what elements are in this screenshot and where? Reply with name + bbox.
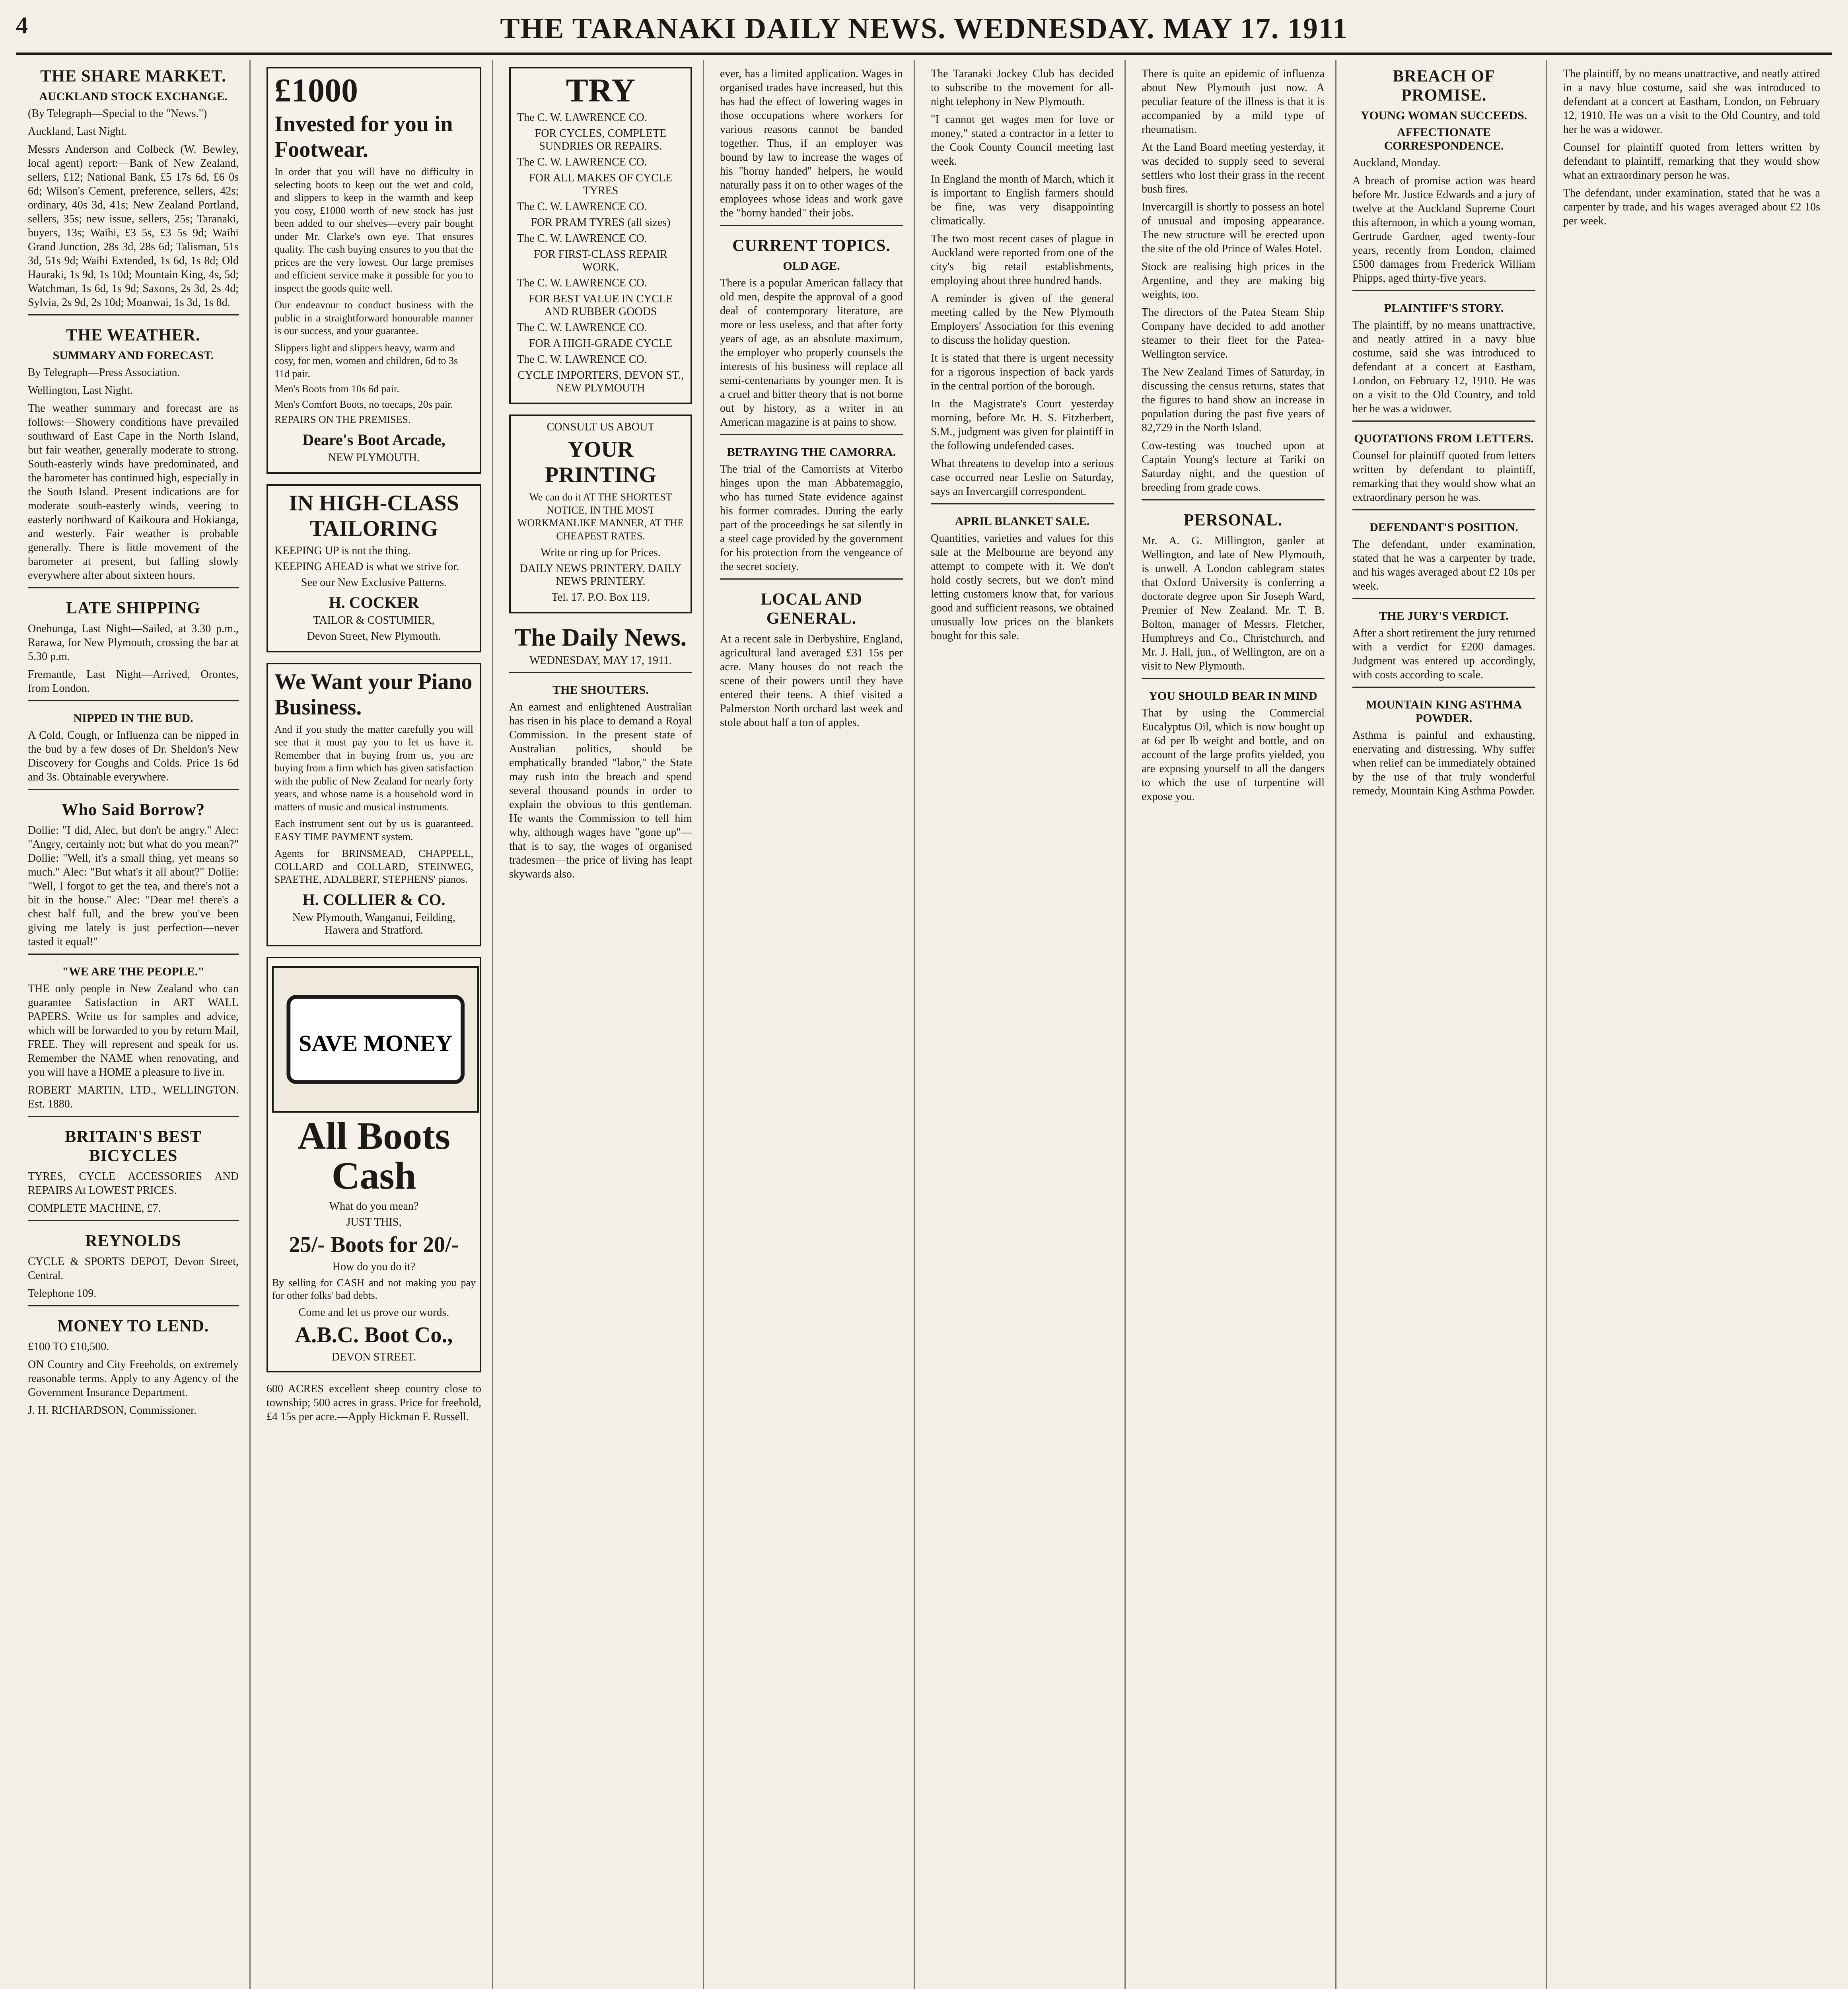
tailoring-ad [267, 484, 481, 652]
tailoring-line-2: KEEPING AHEAD is what we strive for. [274, 560, 459, 573]
section-rule [1352, 687, 1535, 688]
borrow-title: Who Said Borrow? [61, 801, 205, 819]
column-4 [708, 60, 915, 1989]
column-rule [492, 60, 493, 1989]
printing-text-1: CONSULT US ABOUT [547, 421, 655, 434]
daily-news-masthead: The Daily News. [514, 624, 687, 652]
betraying-camorra [720, 446, 903, 580]
betraying-text: The trial of the Camorrists at Viterbo hinges upon the man Abbatemaggio, who has turned State evidence against his former comrades. During the early part of the proceedings he sat silently in a steel cage provided by the government for his protection from the vengeance of the secret society. [720, 463, 903, 573]
personal-text: Mr. A. G. Millington, gaoler at Wellington, and late of New Plymouth, is unwell. A London cablegram states that Oxford University is conferring a doctorate degree upon Sir Joseph Ward, Premier of New Zealand. Mr. T. B. Bolton, manager of Messrs. Fletcher, Humphreys and Co., Christchurch, and Mr. J. Hall, jun., of Wellington, are on a visit to New Plymouth. [1142, 535, 1325, 672]
column-5-items [931, 67, 1114, 504]
printing-ad [509, 415, 692, 613]
column-rule [914, 60, 915, 1989]
blanket-title: APRIL BLANKET SALE. [955, 515, 1090, 528]
footwear-item: REPAIRS ON THE PREMISES. [274, 414, 411, 426]
col6-item: Invercargill is shortly to possess an hotel of unusual and imposing appearance. The new structure will be erected upon the site of the old Prince of Wales Hotel. [1142, 201, 1325, 255]
column-1 [16, 60, 251, 1989]
save-money-icon [279, 971, 472, 1107]
piano-agents: Agents for BRINSMEAD, CHAPPELL, COLLARD and COLLARD, STEINWEG, SPAETHE, ADALBERT, STEPHENS' pianos. [274, 848, 473, 886]
shouters-title: THE SHOUTERS. [552, 683, 649, 697]
page-number: 4 [16, 12, 28, 39]
col5-item: The two most recent cases of plague in Auckland were reported from one of the city's big retail establishments, employing about three hundred hands. [931, 233, 1114, 287]
footwear-text: In order that you will have no difficulty in selecting boots to keep out the wet and cold, and slippers to keep in the warmth and keep you cosy, £1000 worth of new stock has just been added to our shelves—every pair bought under Mr. Clarke's own eye. That ensures quality. The cash buying ensures to you that the prices are the very lowest. Our large premises and efficient service make it possible for you to inspect the goods quite well. [274, 166, 473, 294]
nipped-in-bud [28, 712, 239, 790]
asthma-title: MOUNTAIN KING ASTHMA POWDER. [1366, 698, 1522, 725]
footwear-ad [267, 67, 481, 474]
col6-item: At the Land Board meeting yesterday, it was decided to supply seed to several settlers who lost their grass in the recent bush fires. [1142, 141, 1325, 195]
people-text: THE only people in New Zealand who can guarantee Satisfaction in ART WALL PAPERS. Write us for samples and advice, which will be forwarded to you by return Mail, FREE. They will represent and speak for us. Remember the NAME when renovating, and you will have a HOME a pleasure to live in. [28, 983, 239, 1078]
footwear-headline: Invested for you in Footwear. [274, 112, 453, 162]
try-item-desc: FOR CYCLES, COMPLETE SUNDRIES OR REPAIRS. [535, 127, 667, 153]
weather-title: THE WEATHER. [66, 326, 200, 344]
piano-branches: New Plymouth, Wanganui, Feilding, Hawera and Stratford. [292, 911, 455, 936]
column-6-items [1142, 67, 1325, 500]
share-market-byline: (By Telegraph—Special to the "News.") [28, 107, 207, 120]
section-rule [1352, 290, 1535, 291]
section-rule [28, 1305, 239, 1306]
verdict-title: THE JURY'S VERDICT. [1379, 609, 1509, 623]
late-shipping-title: LATE SHIPPING [66, 599, 200, 617]
promise-dateline: Auckland, Monday. [1352, 157, 1441, 169]
section-rule [28, 1116, 239, 1117]
column-8-text: Counsel for plaintiff quoted from letters written by defendant to plaintiff, remarking that they would show what an extraordinary person he was. [1563, 141, 1820, 181]
column-6 [1130, 60, 1336, 1989]
try-item-desc: CYCLE IMPORTERS, DEVON ST., NEW PLYMOUTH [517, 369, 684, 395]
column-3 [497, 60, 704, 1989]
boots-price: 25/- Boots for 20/- [289, 1232, 459, 1257]
bicycles-title: BRITAIN'S BEST BICYCLES [65, 1128, 202, 1165]
boots-question: What do you mean? [329, 1200, 419, 1212]
section-rule [28, 587, 239, 588]
local-general-text: At a recent sale in Derbyshire, England, agricultural land averaged £31 15s per acre. Many houses do not reach the scene of their powers until they have entered their teens. A thief visited a Palmerston North orchard last week and stole about half a ton of apples. [720, 633, 903, 729]
column-8-text: The plaintiff, by no means unattractive, and neatly attired in a navy blue costume, said she was introduced to defendant at a concert at Eastham, London, on February 12, 1910. He was on a visit to the Old Country, and told her he was a widower. [1563, 68, 1820, 136]
try-item-firm: The C. W. LAWRENCE CO. [517, 156, 647, 169]
quotations-text: Counsel for plaintiff quoted from letters written by defendant to plaintiff, remarking that they would show what an extraordinary person he was. [1352, 450, 1535, 504]
try-item-firm: The C. W. LAWRENCE CO. [517, 200, 647, 213]
try-item-firm: The C. W. LAWRENCE CO. [517, 232, 647, 245]
footwear-items [274, 342, 473, 426]
asthma-powder [1352, 698, 1535, 798]
acres-text: 600 ACRES excellent sheep country close to township; 500 acres in grass. Price for freehold, £4 15s per acre.—Apply Hickman F. Russell. [267, 1382, 481, 1423]
reynolds-subtitle: CYCLE & SPORTS DEPOT, Devon Street, Central. [28, 1255, 239, 1282]
column-rule [1546, 60, 1547, 1989]
verdict-text: After a short retirement the jury returned with a verdict for £200 damages. Judgment was entered up accordingly, with costs according to scale. [1352, 627, 1535, 681]
tailoring-trade: TAILOR & COSTUMIER, [313, 614, 435, 627]
column-2 [255, 60, 493, 1989]
try-item-desc: FOR PRAM TYRES (all sizes) [531, 216, 671, 229]
plaintiff-title: PLAINTIFF'S STORY. [1384, 302, 1504, 315]
section-rule [28, 700, 239, 701]
column-rule [703, 60, 704, 1989]
col5-item: "I cannot get wages men for love or money," stated a contractor in a letter to the Cook County Council meeting last week. [931, 113, 1114, 167]
section-rule [28, 1220, 239, 1221]
nipped-text: A Cold, Cough, or Influenza can be nipped in the bud by a few doses of Dr. Sheldon's New Discovery for Coughs and Colds. Price 1s 6d and 3s. Obtainable everywhere. [28, 729, 239, 783]
money-amounts: £100 TO £10,500. [28, 1341, 109, 1353]
defendant-text: The defendant, under examination, stated that he was a carpenter by trade, and his wages averaged about £2 10s per week. [1352, 538, 1535, 592]
reynolds-phone: Telephone 109. [28, 1287, 97, 1300]
header-rule [16, 53, 1832, 55]
weather-subtitle: SUMMARY AND FORECAST. [53, 349, 214, 362]
bicycles-text: TYRES, CYCLE ACCESSORIES AND REPAIRS At LOWEST PRICES. [28, 1170, 239, 1197]
nipped-title: NIPPED IN THE BUD. [73, 712, 193, 725]
bicycles [28, 1127, 239, 1221]
printing-contact: Tel. 17. P.O. Box 119. [551, 591, 650, 604]
share-market-subtitle: AUCKLAND STOCK EXCHANGE. [39, 90, 228, 103]
col6-item: Stock are realising high prices in the Argentine, and they are making big weights, too. [1142, 261, 1325, 301]
col5-item: The Taranaki Jockey Club has decided to subscribe to the movement for all-night telephony in New Plymouth. [931, 68, 1114, 108]
acres-ad [267, 1382, 481, 1424]
defendants-position [1352, 521, 1535, 599]
section-rule [28, 789, 239, 790]
piano-text: And if you study the matter carefully you will see that it must pay you to let us have it. Remember that in buying from us, you are buying from a firm which has given satisfaction with the public of New Zealand for nearly forty years, and whose name is a household word in matters of music and musical instruments. [274, 723, 473, 813]
reynolds [28, 1232, 239, 1306]
who-said-borrow [28, 800, 239, 955]
column-7 [1340, 60, 1547, 1989]
mind-text: That by using the Commercial Eucalyptus Oil, which is now bought up at 6d per lb weight and bottle, and on account of the large profits yielded, you are exposing yourself to all the dangers to which the use of turpentine will expose you. [1142, 707, 1325, 803]
plaintiff-text: The plaintiff, by no means unattractive, and neatly attired in a navy blue costume, said she was introduced to defendant at a concert at Eastham, London, on February 12, 1910. He was on a visit to the Old Country, and told her he was a widower. [1352, 319, 1535, 415]
personal-title: PERSONAL. [1183, 511, 1283, 529]
promise-subtitle-2: AFFECTIONATE CORRESPONDENCE. [1384, 126, 1504, 152]
column-4-upper-text: ever, has a limited application. Wages in organised trades have increased, but this has had the effect of lowering wages in those occupations where workers for various reasons cannot be banded together. Thus, if an employer was bound by law to increase the wages of his "horny handed" helpers, he would naturally pass it on to other wages of the employees whose ideas and work gave the "horny handed" their jobs. [720, 68, 903, 219]
money-text: ON Country and City Freeholds, on extremely reasonable terms. Apply to any Agency of the Government Insurance Department. [28, 1358, 239, 1399]
column-4-upper [720, 67, 903, 226]
quotations-from-letters [1352, 432, 1535, 510]
defendant-title: DEFENDANT'S POSITION. [1369, 521, 1518, 534]
boots-cash-ad [267, 957, 481, 1372]
section-rule [1142, 499, 1325, 500]
try-ad [509, 67, 692, 404]
try-title: TRY [566, 72, 636, 109]
piano-ad [267, 663, 481, 946]
promise-title: BREACH OF PROMISE. [1393, 67, 1495, 105]
boots-cash-headline: All Boots Cash [298, 1114, 450, 1197]
section-rule [931, 503, 1114, 504]
col5-item: In England the month of March, which it is important to English farmers should be fine, was very disappointing climatically. [931, 173, 1114, 227]
piano-firm: H. COLLIER & CO. [302, 890, 445, 909]
money-to-lend [28, 1317, 239, 1417]
boots-how: How do you do it? [332, 1260, 416, 1273]
column-rule [249, 60, 251, 1989]
tailoring-line-3: See our New Exclusive Patterns. [301, 576, 447, 589]
col5-item: It is stated that there is urgent necessity for a rigorous inspection of back yards in the central portion of the borough. [931, 352, 1114, 392]
printing-text-2: YOUR PRINTING [545, 437, 657, 488]
page-header [16, 8, 1832, 56]
footwear-item: Slippers light and slippers heavy, warm and cosy, for men, women and children, 6d to 3s 11d pair. [274, 342, 458, 380]
section-rule [1352, 420, 1535, 422]
borrow-text: Dollie: "I did, Alec, but don't be angry." Alec: "Angry, certainly not; but what do you mean?" Dollie: "Well, it's a small thing, yet means so much." Alec: "But what's it all about?" Dollie: "Well, I forgot to get the tea, and there's not a bit in the house." Alec: "Dear me! there's a chest half full, and the brew you've been giving me lately is just perfection—never tasted it equal!" [28, 824, 239, 948]
section-rule [509, 672, 692, 673]
people-firm: ROBERT MARTIN, LTD., WELLINGTON. Est. 1880. [28, 1084, 239, 1110]
tailoring-line-1: KEEPING UP is not the thing. [274, 544, 411, 557]
plaintiffs-story [1352, 302, 1535, 422]
jury-verdict [1352, 609, 1535, 688]
col6-item: The directors of the Patea Steam Ship Company have decided to add another steamer to their fleet for the Patea-Wellington service. [1142, 306, 1325, 360]
tailoring-title: IN HIGH-CLASS TAILORING [289, 490, 459, 541]
weather [28, 326, 239, 588]
footwear-item: Men's Boots from 10s 6d pair. [274, 383, 399, 395]
shouters [509, 683, 692, 881]
tailoring-name: H. COCKER [329, 593, 419, 611]
try-item-firm: The C. W. LAWRENCE CO. [517, 277, 647, 290]
col6-item: Cow-testing was touched upon at Captain Young's lecture at Tariki on Saturday night, and the question of breeding from grade cows. [1142, 440, 1325, 494]
boots-text: By selling for CASH and not making you pay for other folks' bad debts. [272, 1277, 476, 1302]
try-item-desc: FOR FIRST-CLASS REPAIR WORK. [534, 248, 667, 274]
quotations-title: QUOTATIONS FROM LETTERS. [1354, 432, 1534, 445]
money-title: MONEY TO LEND. [57, 1317, 209, 1335]
footwear-item: Men's Comfort Boots, no toecaps, 20s pair. [274, 398, 453, 410]
try-item-desc: FOR BEST VALUE IN CYCLE AND RUBBER GOODS [528, 293, 673, 318]
piano-headline: We Want your Piano Business. [274, 669, 473, 720]
column-8 [1551, 60, 1832, 1989]
footwear-price: £1000 [274, 72, 358, 109]
col5-item: A reminder is given of the general meeting called by the New Plymouth Employers' Association for this evening to discuss the holiday question. [931, 292, 1114, 346]
weather-text: The weather summary and forecast are as follows:—Showery conditions have prevailed southward of East Cape in the North Island, but fair weather, generally moderate to strong. South-easterly winds have predominated, and the barometer has continued high, especially in the South Island. Present indications are for moderate south-easterly winds, veering to easterly northward of Kaikoura and Hokianga, and westerly. Fair weather is probable generally. There is little movement of the barometer at present, but falling slowly everywhere after about sixteen hours. [28, 402, 239, 582]
column-8-text: The defendant, under examination, stated that he was a carpenter by trade, and his wages averaged about £2 10s per week. [1563, 187, 1820, 227]
people-title: "WE ARE THE PEOPLE." [62, 965, 204, 978]
share-market-text: Messrs Anderson and Colbeck (W. Bewley, local agent) report:—Bank of New Zealand, sellers, £12; National Bank, £5 17s 6d, £6 0s 6d; Wilson's Cement, preference, sellers, 42s; ordinary, 40s 3d, 41s; New Zealand Portland, sellers, 35s; new issue, sellers, 25s; Taranaki, buyers, 13s; Waihi, £3 5s, £3 5s 9d; Waihi Grand Junction, 28s 3d, 28s 6d; Talisman, 51s 3d, 51s 9d; Waihi Extended, 1s 6d, 1s 8d; Old Hauraki, 1s 9d, 1s 10d; Mountain King, 4s, 5d; Watchman, 1s 6d, 1s 9d; Saxons, 2s 3d, 2s 4d; Sylvia, 2s 9d, 2s 10d; Moanwai, 1s 3d, 1s 8d. [28, 143, 239, 309]
weather-dateline: Wellington, Last Night. [28, 384, 133, 397]
personal [1142, 511, 1325, 679]
tailoring-address: Devon Street, New Plymouth. [307, 630, 441, 642]
boots-come: Come and let us prove our words. [298, 1306, 449, 1319]
try-item-firm: The C. W. LAWRENCE CO. [517, 111, 647, 124]
current-topics-subtitle: OLD AGE. [783, 259, 840, 272]
blanket-text: Quantities, varieties and values for this sale at the Melbourne are beyond any attempt to compete with it. We don't hold costly secrets, but we don't mind letting customers know that, for various good and sufficient reasons, we obtained unusually low prices on the blankets bought for this sale. [931, 532, 1114, 642]
bicycles-footer: COMPLETE MACHINE, £7. [28, 1202, 161, 1214]
printing-text-3: We can do it AT THE SHORTEST NOTICE, IN THE MOST WORKMANLIKE MANNER, AT THE CHEAPEST RATES. [517, 491, 684, 542]
share-market-dateline: Auckland, Last Night. [28, 125, 127, 138]
daily-news [509, 624, 692, 673]
current-topics-title: CURRENT TOPICS. [732, 237, 891, 255]
reynolds-title: REYNOLDS [85, 1232, 181, 1250]
footwear-endeavour: Our endeavour to conduct business with the public in a straightforward honourable manner is our success, and your guarantee. [274, 299, 473, 337]
current-topics [720, 236, 903, 435]
try-item-firm: The C. W. LAWRENCE CO. [517, 321, 647, 334]
late-shipping-text-1: Onehunga, Last Night—Sailed, at 3.30 p.m., Rarawa, for New Plymouth, crossing the bar at 5.30 p.m. [28, 623, 239, 663]
footwear-shop: Deare's Boot Arcade, [302, 430, 445, 449]
col5-item: In the Magistrate's Court yesterday morning, before Mr. H. S. Fitzherbert, S.M., judgment was given for plaintiff in the following undefended cases. [931, 398, 1114, 452]
breach-of-promise [1352, 67, 1535, 291]
column-rule [1124, 60, 1126, 1989]
shouters-text: An earnest and enlightened Australian has risen in his place to demand a Royal Commission. In the present state of Australian politics, should be emphatically branded "labor," the State may rush into the breach and spend several thousand pounds in order to explain the obvious to this gentleman. He wants the Commission to tell him why, although wages have "gone up"—that is to say, the wages of organised tradesmen—the price of living has leapt skywards also. [509, 701, 692, 881]
try-item-firm: The C. W. LAWRENCE CO. [517, 353, 647, 366]
boots-just-this: JUST THIS, [346, 1216, 402, 1228]
local-general-title: LOCAL AND GENERAL. [761, 590, 862, 628]
save-money-banner: SAVE MONEY [298, 1030, 453, 1056]
try-item-desc: FOR ALL MAKES OF CYCLE TYRES [529, 172, 672, 197]
promise-subtitle: YOUNG WOMAN SUCCEEDS. [1360, 109, 1527, 122]
promise-text: A breach of promise action was heard before Mr. Justice Edwards and a jury of twelve at the Auckland Supreme Court this afternoon, in which a young woman, Gertrude Gardner, aged twenty-four years, recently from London, claimed £500 damages from Frederick William Phipps, aged thirty-five years. [1352, 175, 1535, 284]
weather-byline: By Telegraph—Press Association. [28, 366, 180, 379]
column-rule [1335, 60, 1336, 1989]
money-agent: J. H. RICHARDSON, Commissioner. [28, 1404, 196, 1417]
column-5 [919, 60, 1126, 1989]
section-rule [720, 225, 903, 226]
local-general [720, 590, 903, 730]
section-rule [1352, 509, 1535, 510]
section-rule [28, 314, 239, 315]
late-shipping-text-2: Fremantle, Last Night—Arrived, Orontes, from London. [28, 668, 239, 695]
section-rule [1352, 598, 1535, 599]
try-item-desc: FOR A HIGH-GRADE CYCLE [529, 337, 673, 350]
asthma-text: Asthma is painful and exhausting, enervating and distressing. Why suffer when relief can be immediately obtained by the use of that truly wonderful remedy, Mountain King Asthma Powder. [1352, 729, 1535, 797]
printing-text-5: DAILY NEWS PRINTERY. DAILY NEWS PRINTERY. [519, 562, 682, 588]
section-rule [1142, 678, 1325, 679]
column-8-overflow [1563, 67, 1820, 228]
col6-item: The New Zealand Times of Saturday, in discussing the census returns, states that the figures to hand show an increase in population during the past five years of 82,729 in the North Island. [1142, 366, 1325, 434]
boots-shop: A.B.C. Boot Co., [295, 1322, 453, 1347]
masthead: THE TARANAKI DAILY NEWS. WEDNESDAY. MAY 17. 1911 [500, 12, 1348, 45]
bear-in-mind [1142, 689, 1325, 804]
daily-news-date: WEDNESDAY, MAY 17, 1911. [529, 654, 672, 667]
current-topics-text: There is a popular American fallacy that old men, despite the approval of a good deal of contemporary literature, are more or less useless, and that after forty years of age, as an absolute maximum, the employer who properly counsels the interests of his business will replace all semi-centenarians by younger men. It is a cruel and bitter theory that is not borne out by history, as a writer in an American magazine is at pains to show. [720, 277, 903, 428]
col6-item: There is quite an epidemic of influenza about New Plymouth just now. A peculiar feature of the illness is that it is accompanied by a mild type of rheumatism. [1142, 68, 1325, 136]
col5-item: What threatens to develop into a serious case occurred near Leslie on Saturday, says an Invercargill correspondent. [931, 457, 1114, 498]
printing-text-4: Write or ring up for Prices. [540, 547, 661, 559]
april-blanket-sale [931, 515, 1114, 643]
section-rule [720, 578, 903, 580]
save-money-illustration [272, 966, 479, 1113]
betraying-title: BETRAYING THE CAMORRA. [727, 446, 896, 459]
late-shipping [28, 599, 239, 701]
share-market [28, 67, 239, 315]
mind-title: YOU SHOULD BEAR IN MIND [1149, 689, 1317, 703]
boots-street: DEVON STREET. [331, 1351, 416, 1363]
we-are-the-people [28, 965, 239, 1117]
piano-terms: Each instrument sent out by us is guaranteed. EASY TIME PAYMENT system. [274, 818, 473, 843]
share-market-title: THE SHARE MARKET. [40, 67, 226, 86]
section-rule [720, 434, 903, 435]
footwear-location: NEW PLYMOUTH. [328, 451, 420, 464]
section-rule [28, 954, 239, 955]
